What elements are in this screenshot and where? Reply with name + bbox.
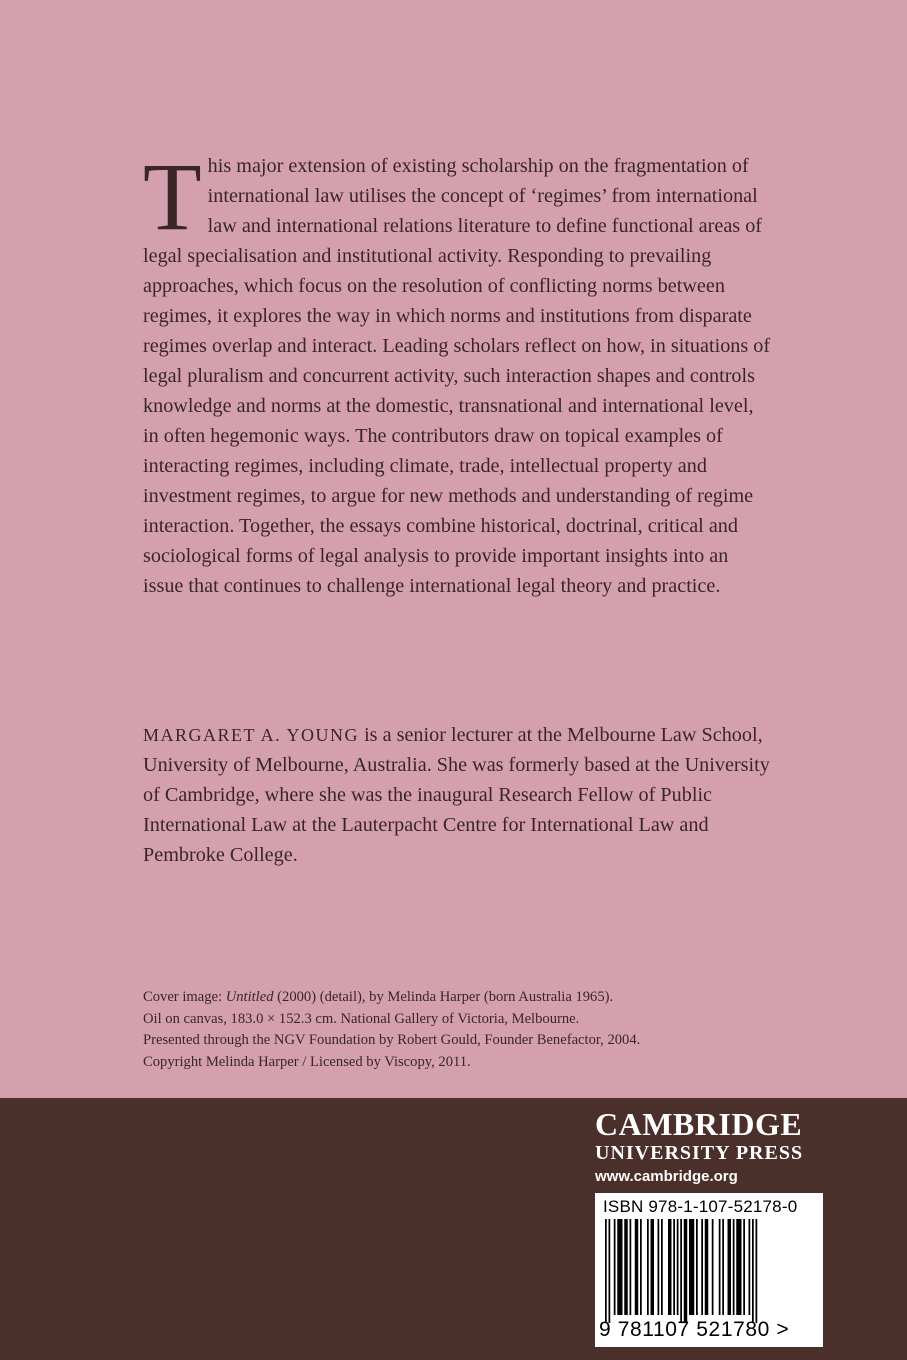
publisher-subtitle: UNIVERSITY PRESS	[595, 1142, 804, 1164]
barcode-bar	[617, 1219, 622, 1315]
author-bio-text: is a senior lecturer at the Melbourne Law School, University of Melbourne, Australia. She was formerly based at the University of Cambridge, where she was the inaugural Research Fellow of Public International Law at the Lauterpacht Centre for International Law and Pembroke College.	[143, 724, 770, 866]
barcode-bar	[712, 1219, 714, 1315]
isbn-label: ISBN 978-1-107-52178-0	[603, 1197, 798, 1216]
barcode-bar	[624, 1219, 628, 1315]
author-bio	[143, 720, 773, 870]
barcode-bar	[668, 1219, 672, 1315]
barcode-bar	[743, 1219, 745, 1315]
credit-line-3: Presented through the NGV Foundation by Robert Gould, Founder Benefactor, 2004.	[143, 1032, 641, 1048]
barcode-bar	[673, 1219, 675, 1315]
barcode-bar	[680, 1219, 682, 1323]
cover-image-credits	[143, 987, 763, 1073]
barcode-bar	[728, 1219, 732, 1315]
barcode-bar	[719, 1219, 721, 1315]
barcode-bar	[661, 1219, 663, 1315]
credit-line-1	[143, 987, 763, 1009]
barcode-bar	[630, 1219, 632, 1315]
author-name: MARGARET A. YOUNG	[143, 725, 360, 745]
barcode-bar	[756, 1219, 758, 1323]
blurb-text: his major extension of existing scholarship on the fragmentation of international law utilises the concept of ‘regimes’ from international law and international relations literature to define functional areas of legal specialisation and institutional activity. Responding to prevailing approaches, which focus on the resolution of conflicting norms between regimes, it explores the way in which norms and institutions from disparate regimes overlap and interact. Leading scholars reflect on how, in situations of legal pluralism and concurrent activity, such interaction shapes and controls knowledge and norms at the domestic, transnational and international level, in often hegemonic ways. The contributors draw on topical examples of interacting regimes, including climate, trade, intellectual property and investment regimes, to argue for new methods and understanding of regime interaction. Together, the essays combine historical, doctrinal, critical and sociological forms of legal analysis to provide important insights into an issue that continues to challenge international legal theory and practice.	[143, 155, 771, 597]
credit-line-4: Copyright Melinda Harper / Licensed by Viscopy, 2011.	[143, 1053, 471, 1070]
credit-rest: (2000) (detail), by Melinda Harper (born Australia 1965).	[273, 989, 614, 1005]
barcode-bar	[609, 1219, 611, 1323]
artwork-title: Untitled	[225, 989, 274, 1005]
barcode-bar	[640, 1219, 642, 1315]
barcode-bar	[733, 1219, 735, 1315]
barcode-bar	[684, 1219, 688, 1323]
credit-line-2: Oil on canvas, 183.0 × 152.3 cm. National Gallery of Victoria, Melbourne.	[143, 1010, 580, 1027]
publisher-name: CAMBRIDGE	[595, 1106, 803, 1142]
barcode-bar	[736, 1219, 741, 1315]
publisher-url: www.cambridge.org	[595, 1168, 738, 1185]
barcode-bar	[651, 1219, 655, 1315]
barcode-bar	[635, 1219, 639, 1315]
barcode-bar	[752, 1219, 754, 1323]
barcode-bar	[701, 1219, 703, 1315]
isbn-barcode	[595, 1193, 823, 1347]
barcode-bar	[605, 1219, 607, 1323]
credit-prefix: Cover image:	[143, 989, 226, 1005]
barcode-bar	[647, 1219, 649, 1315]
barcode-bars-icon	[601, 1219, 817, 1323]
barcode-bar	[677, 1219, 679, 1315]
publisher-logo	[595, 1106, 827, 1188]
barcode-bar	[722, 1219, 724, 1315]
barcode-bar	[689, 1219, 694, 1315]
barcode-bar	[749, 1219, 751, 1315]
barcode-bar	[705, 1219, 709, 1315]
barcode-bar	[614, 1219, 616, 1315]
barcode-digits: 9 781107 521780 >	[599, 1318, 790, 1341]
barcode-bar	[696, 1219, 698, 1315]
barcode-bar	[658, 1219, 660, 1315]
drop-cap: T	[143, 143, 202, 250]
blurb-paragraph	[143, 143, 773, 601]
